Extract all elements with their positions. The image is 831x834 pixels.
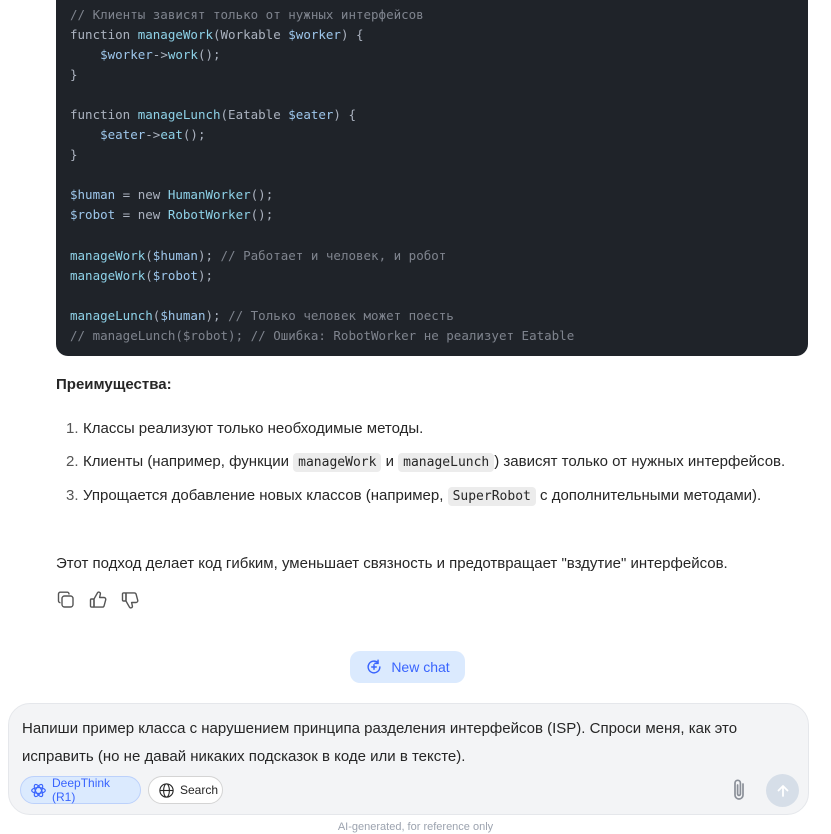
code-line [70, 326, 574, 346]
message-actions [56, 590, 140, 610]
code-line [70, 45, 574, 65]
thumbs-up-icon [88, 590, 108, 610]
deepthink-label: DeepThink (R1) [52, 776, 111, 804]
search-label: Search [180, 783, 219, 797]
message-input[interactable]: Напиши пример класса с нарушением принципа разделения интерфейсов (ISP). Спроси меня, как это исправить (но не давай никаких подсказок в коде или в тексте). [22, 720, 738, 765]
code-token: ( [145, 247, 153, 263]
summary-text: Этот подход делает код гибким, уменьшает связность и предотвращает "вздутие" интерфейсов. [56, 555, 728, 572]
code-line [70, 85, 574, 105]
code-token: ); [205, 307, 229, 323]
disclaimer: AI-generated, for reference only [337, 821, 494, 833]
code-token: $worker [100, 47, 153, 63]
code-token: } [70, 67, 78, 83]
code-line [70, 65, 574, 85]
list-number: 2. [66, 453, 79, 470]
code-token: $robot [70, 207, 116, 223]
code-token: (Workable [213, 27, 289, 43]
code-token: ( [145, 267, 153, 283]
code-line [70, 105, 574, 125]
code-line [70, 306, 574, 326]
advantage-text: ) зависят только от нужных интерфейсов. [494, 453, 786, 470]
code-token: (); [182, 127, 206, 143]
code-token: ); [197, 247, 221, 263]
advantage-item [56, 414, 816, 444]
code-token: function [70, 107, 138, 123]
list-number: 1. [66, 420, 79, 437]
code-token: // Клиенты зависят только от нужных интерфейсов [70, 7, 424, 22]
advantage-text: и [381, 453, 399, 470]
copy-icon [56, 590, 76, 610]
code-token: -> [145, 127, 161, 143]
code-token: ) { [333, 107, 356, 123]
code-token: manageLunch [70, 307, 153, 323]
code-token: // Только человек может поесть [228, 307, 454, 323]
code-token: manageWork [137, 27, 213, 43]
paperclip-icon [727, 777, 751, 803]
code-line [70, 266, 574, 286]
advantages-list [56, 414, 816, 515]
code-token: $worker [288, 27, 341, 43]
code-token: // manageLunch($robot); // Ошибка: RobotWorker не реализует Eatable [70, 327, 575, 343]
code-block [56, 0, 808, 356]
advantage-item [56, 447, 816, 478]
advantage-item [56, 481, 816, 512]
code-line [70, 165, 574, 185]
code-line [70, 125, 574, 145]
code-token: work [167, 47, 198, 63]
code-token: manageWork [70, 247, 146, 263]
code-token [70, 127, 100, 142]
copy-button[interactable] [56, 590, 76, 610]
code-line [70, 205, 574, 225]
inline-code: SuperRobot [448, 487, 536, 506]
code-line [70, 5, 574, 25]
advantage-text: с дополнительными методами). [535, 487, 762, 504]
code-token: $human [70, 187, 116, 203]
code-lines [70, 5, 574, 346]
code-token: = new [115, 207, 168, 223]
new-chat-icon [365, 658, 383, 676]
code-token: $eater [100, 127, 146, 143]
inline-code: manageWork [293, 453, 381, 472]
code-token: ) { [340, 27, 364, 43]
chat-composer [8, 703, 809, 815]
advantage-text: Упрощается добавление новых классов (например, [83, 487, 448, 504]
code-token: HumanWorker [167, 187, 251, 203]
code-token: $human [160, 307, 206, 323]
inline-code: manageLunch [398, 453, 494, 472]
code-token: (); [250, 187, 274, 203]
code-token: function [70, 27, 138, 43]
advantage-text: Клиенты (например, функции [83, 453, 294, 470]
like-button[interactable] [88, 590, 108, 610]
code-line [70, 246, 574, 266]
code-token: (); [250, 207, 274, 223]
advantages-heading: Преимущества: [56, 376, 172, 393]
code-token: -> [152, 47, 168, 63]
code-line [70, 185, 574, 205]
send-button[interactable] [766, 774, 799, 807]
globe-icon [158, 782, 175, 799]
code-token: $robot [152, 267, 198, 283]
advantage-text: Классы реализуют только необходимые методы. [83, 420, 424, 437]
code-token: = new [115, 187, 168, 203]
code-token: } [70, 147, 78, 163]
code-line [70, 25, 574, 45]
code-line [70, 286, 574, 306]
code-token: // Работает и человек, и робот [220, 247, 447, 263]
code-token: RobotWorker [167, 207, 251, 223]
code-token: $eater [288, 107, 334, 123]
code-token: (); [197, 47, 221, 63]
new-chat-label: New chat [391, 659, 450, 675]
atom-icon [30, 782, 47, 799]
attach-button[interactable] [727, 777, 751, 803]
thumbs-down-icon [120, 590, 140, 610]
search-toggle[interactable] [148, 776, 223, 804]
code-token: (Eatable [220, 107, 289, 123]
code-token: $human [152, 247, 198, 263]
code-token: eat [160, 127, 183, 143]
code-token: ); [197, 267, 214, 283]
new-chat-button[interactable] [350, 651, 465, 683]
arrow-up-icon [775, 783, 791, 799]
dislike-button[interactable] [120, 590, 140, 610]
code-line [70, 145, 574, 165]
code-token: manageLunch [137, 107, 221, 123]
code-token: ( [152, 307, 161, 323]
deepthink-toggle[interactable] [20, 776, 141, 804]
code-line [70, 226, 574, 246]
code-token: manageWork [70, 267, 146, 283]
code-token [70, 47, 100, 62]
list-number: 3. [66, 487, 79, 504]
